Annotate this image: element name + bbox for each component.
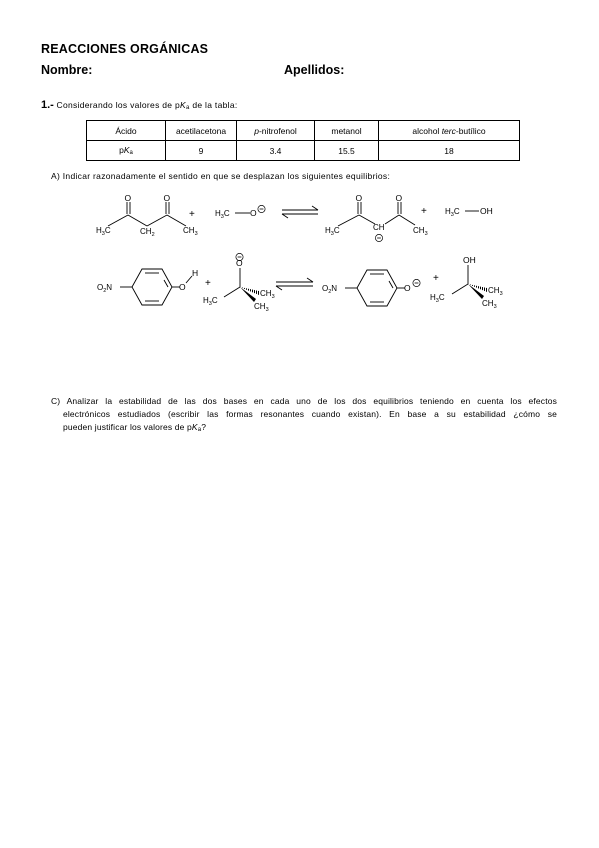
acac-h3c: $H_3C$ [96, 226, 111, 237]
part-c-line-1: C) Analizar la estabilidad de las dos bases en cada uno de los dos equilibrios teniendo en cuenta los efectos [51, 396, 557, 406]
p-nitrophenol-molecule [97, 268, 198, 305]
equilibrium-arrow-icon [282, 206, 318, 218]
part-c-line-2: electrónicos estudiados (escribir las formas resonantes cuando existan). En base a su estabilidad ¿cómo se [63, 409, 557, 419]
header-metanol: metanol [315, 121, 379, 141]
methanol-molecule [445, 206, 493, 218]
reaction1-plus2: + [421, 206, 427, 217]
part-c-line-3: pueden justificar los valores de pKa? [63, 422, 207, 433]
question-1-text-after: de la tabla: [189, 100, 238, 110]
row-label-k: K [123, 145, 130, 155]
pnp-h: H [192, 268, 199, 278]
minus-charge-icon [413, 279, 420, 286]
question-1-text-before: Considerando los valores de p [53, 100, 181, 110]
header-acetilacetona: acetilacetona [166, 121, 237, 141]
pka-terc-butanol: 18 [379, 141, 520, 161]
header-terc: terc [441, 125, 456, 136]
tbuoh-ch3a: $CH_3$ [488, 286, 503, 297]
part-c-text [51, 395, 557, 437]
reaction1-plus: + [189, 209, 195, 220]
header-acido: Ácido [87, 121, 166, 141]
methoxide-o: O [250, 208, 257, 218]
methanol-h3c: $H_3C$ [445, 207, 460, 218]
header-alcohol: alcohol [412, 125, 442, 136]
question-number: 1.- [41, 99, 54, 111]
header-butilico: -butílico [455, 125, 486, 136]
acacm-ch: CH [373, 223, 385, 232]
tert-butanol-molecule [430, 255, 503, 310]
minus-charge-icon [375, 234, 382, 241]
tbuo-ch3a: $CH_3$ [260, 289, 275, 300]
pnp-o: O [179, 282, 186, 292]
reaction2-plus2: + [433, 273, 439, 284]
tbuo-ch3b: $CH_3$ [254, 302, 269, 313]
reaction2-plus: + [205, 278, 211, 289]
equilibrium-arrow-icon [276, 278, 313, 290]
row-label-sub: a [129, 150, 133, 156]
pka-p-nitrofenol: 3.4 [237, 141, 315, 161]
p-nitrophenoxide-molecule [322, 270, 420, 306]
tert-butoxide-molecule [203, 253, 275, 313]
header-nitrofenol-rest: -nitrofenol [258, 125, 297, 136]
minus-charge-icon [258, 205, 265, 212]
tbuoh-h3c: $H_3C$ [430, 293, 445, 304]
worksheet-title: REACCIONES ORGÁNICAS [41, 42, 209, 56]
part-a-text: A) Indicar razonadamente el sentido en que se desplazan los siguientes equilibrios: [51, 171, 391, 181]
header-p-italic: p [254, 125, 259, 136]
nombre-label: Nombre: [41, 63, 93, 77]
tbuo-o: O [236, 258, 243, 268]
acacm-ch3: $CH_3$ [413, 226, 428, 237]
acac-o1: O [124, 193, 132, 203]
apellidos-label: Apellidos: [284, 63, 345, 77]
tbuoh-oh: OH [463, 255, 476, 265]
acacm-o2: O [395, 193, 403, 203]
row-label-p: p [119, 145, 124, 155]
pnpo-o: O [404, 283, 411, 293]
methanol-oh: OH [480, 206, 493, 216]
acac-ch3: $CH_3$ [183, 226, 198, 237]
acetylacetone-molecule [96, 193, 198, 238]
pka-acetilacetona: 9 [166, 141, 237, 161]
pnp-o2n: $O_2N$ [97, 283, 113, 294]
acetylacetonate-molecule [325, 193, 428, 242]
question-1-k-sub: a [186, 105, 190, 111]
tbuo-h3c: $H_3C$ [203, 296, 218, 307]
acacm-h3c: $H_3C$ [325, 226, 340, 237]
acac-o2: O [163, 193, 171, 203]
tbuoh-ch3b: $CH_3$ [482, 299, 497, 310]
acacm-o1: O [355, 193, 363, 203]
question-1-k: K [180, 100, 187, 110]
pnpo-o2n: $O_2N$ [322, 284, 338, 295]
methoxide-h3c: $H_3C$ [215, 209, 230, 220]
pka-metanol: 15.5 [315, 141, 379, 161]
methoxide-molecule [215, 205, 265, 220]
acac-ch2: $CH_2$ [140, 227, 155, 238]
